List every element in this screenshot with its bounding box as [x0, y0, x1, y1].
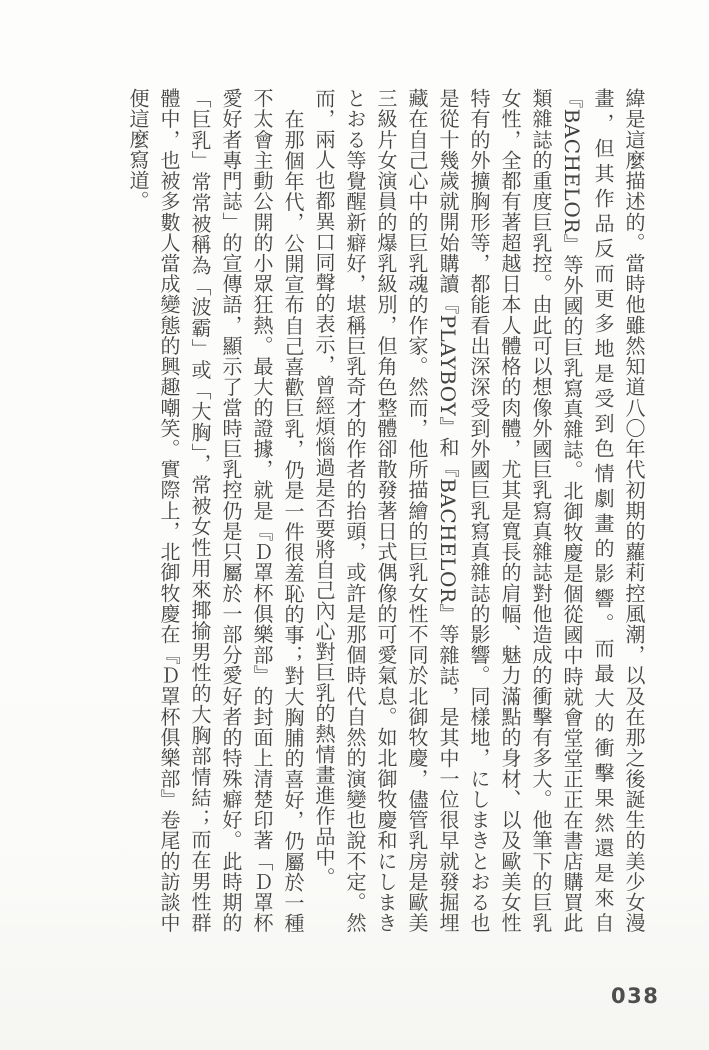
paragraph-1: 緯是這麼描述的。當時他雖然知道八〇年代初期的蘿莉控風潮，以及在那之後誕生的美少女漫畫，但其作品反而更多地是受到色情劇畫的影響。而最大的衝擊果然還是來自『BACHELOR』等外國的巨乳寫真雜誌。北御牧慶是個從國中時就會堂堂正正在書店購買此類雜誌的重度巨乳控。由此可以想像外國巨乳寫真雜誌對他造成的衝擊有多大。他筆下的巨乳女性，全都有著超越日本人體格的肉體，尤其是寬長的肩幅、魅力滿點的身材、以及歐美女性特有的外擴胸形等，都能看出深深受到外國巨乳寫真雜誌的影響。同樣地，にしまきとおる也是從十幾歲就開始購讀『PLAYBOY』和『BACHELOR』等雜誌，是其中一位很早就發掘埋藏在自己心中的巨乳魂的作家。然而，他所描繪的巨乳女性不同於北御牧慶，儘管乳房是歐美三級片女演員的爆乳級別，但角色整體卻散發著日式偶像的可愛氣息。如北御牧慶和にしまきとおる等覺醒新癖好，堪稱巨乳奇才的作者的抬頭，或許是那個時代自然的演變也說不定。然而，兩人也都異口同聲的表示，曾經煩惱過是否要將自己內心對巨乳的熱情畫進作品中。 [312, 88, 646, 933]
page-number: 038 [611, 984, 660, 1008]
paragraph-2: 在那個年代，公開宣布自己喜歡巨乳，仍是一件很羞恥的事；對大胸脯的喜好，仍屬於一種不太會主動公開的小眾狂熱。最大的證據，就是『Ｄ罩杯俱樂部』的封面上清楚印著「Ｄ罩杯愛好者專門誌」的宣傳語，顯示了當時巨乳控仍是只屬於一部分愛好者的特殊癖好。此時期的「巨乳」常常被稱為「波霸」或「大胸」，常被女性用來揶揄男性的大胸部情結；而在男性群體中，也被多數人當成變態的興趣嘲笑。實際上，北御牧慶在『Ｄ罩杯俱樂部』卷尾的訪談中便這麼寫道。 [126, 88, 305, 933]
vertical-text-block [101, 88, 649, 933]
